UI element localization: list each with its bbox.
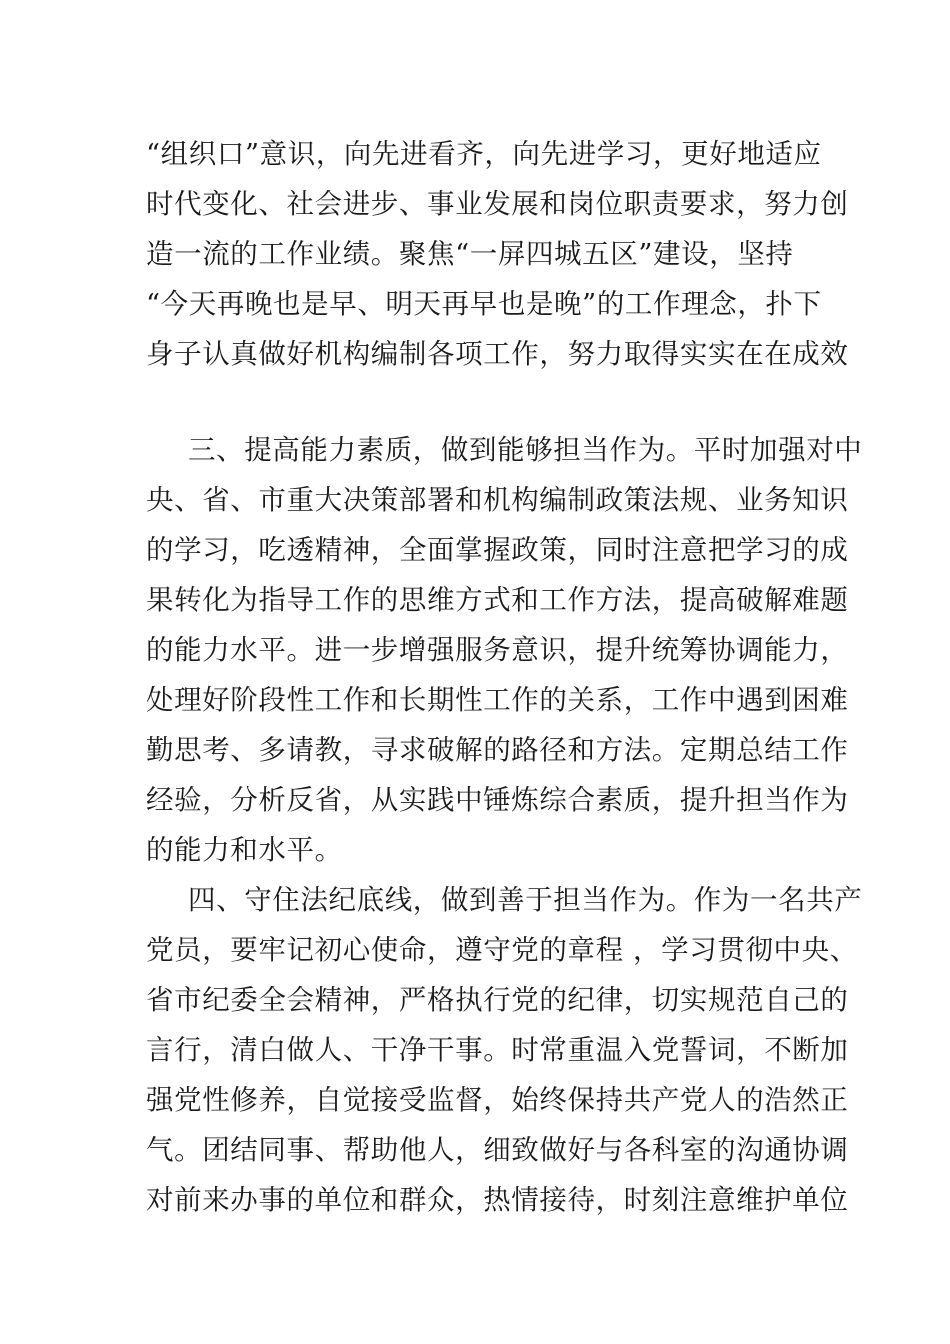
- text-line: 时代变化、社会进步、事业发展和岗位职责要求，努力创: [146, 188, 849, 220]
- text-line: 的能力和水平。: [146, 834, 343, 866]
- text-line: 省市纪委全会精神，严格执行党的纪律，切实规范自己的: [146, 984, 849, 1016]
- text-line: 央、省、市重大决策部署和机构编制政策法规、业务知识: [146, 484, 849, 516]
- text-line: 对前来办事的单位和群众，热情接待，时刻注意维护单位: [146, 1184, 849, 1216]
- text-line: “今天再晚也是早、明天再早也是晚”的工作理念，扑下: [146, 288, 822, 320]
- text-line: 勤思考、多请教，寻求破解的路径和方法。定期总结工作: [146, 734, 849, 766]
- text-line: 经验，分析反省，从实践中锤炼综合素质，提升担当作为: [146, 784, 849, 816]
- text-line: 气。团结同事、帮助他人，细致做好与各科室的沟通协调: [146, 1134, 849, 1166]
- paragraph-heading-line: 三、提高能力素质，做到能够担当作为。平时加强对中: [188, 434, 863, 466]
- text-line: 造一流的工作业绩。聚焦“一屏四城五区”建设，坚持: [146, 238, 794, 270]
- paragraph-heading-line: 四、守住法纪底线，做到善于担当作为。作为一名共产: [188, 884, 863, 916]
- text-line: 党员，要牢记初心使命，遵守党的章程 ，学习贯彻中央、: [146, 934, 858, 966]
- text-line: 处理好阶段性工作和长期性工作的关系，工作中遇到困难: [146, 684, 849, 716]
- text-line: 的学习，吃透精神，全面掌握政策，同时注意把学习的成: [146, 534, 849, 566]
- text-line: 果转化为指导工作的思维方式和工作方法，提高破解难题: [146, 584, 849, 616]
- text-line: “组织口”意识，向先进看齐，向先进学习，更好地适应: [146, 138, 822, 170]
- text-line: 身子认真做好机构编制各项工作，努力取得实实在在成效: [146, 338, 849, 370]
- text-line: 言行，清白做人、干净干事。时常重温入党誓词，不断加: [146, 1034, 849, 1066]
- text-line: 的能力水平。进一步增强服务意识，提升统筹协调能力，: [146, 634, 849, 666]
- text-line: 强党性修养，自觉接受监督，始终保持共产党人的浩然正: [146, 1084, 849, 1116]
